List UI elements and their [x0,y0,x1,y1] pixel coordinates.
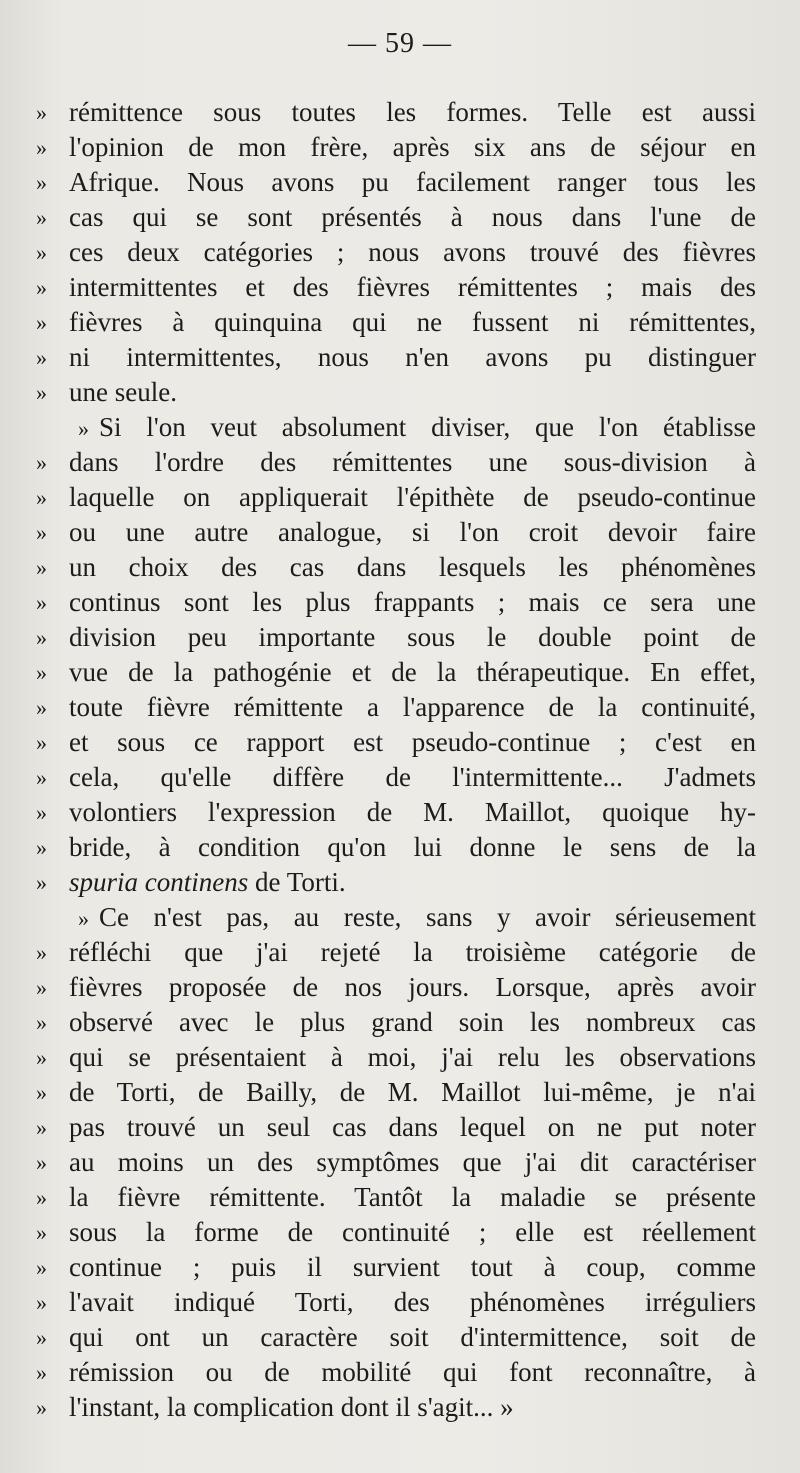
text-line [0,585,800,620]
quote-mark: » [36,520,47,545]
quote-mark: » [36,1080,47,1105]
quote-mark: » [36,380,47,405]
text-line [0,1285,800,1320]
quote-mark: » [36,765,47,790]
line-text: ni intermittentes, nous n'en avons pu distinguer [69,342,756,372]
text-line [0,795,800,830]
quote-mark: » [36,1325,47,1350]
quote-mark: » [36,1010,47,1035]
line-text: rémission ou de mobilité qui font reconnaître, à [69,1357,756,1387]
quote-mark: » [78,906,89,931]
quote-mark: » [36,450,47,475]
text-line [0,1355,800,1390]
line-text: Afrique. Nous avons pu facilement ranger tous les [69,167,756,197]
line-text: l'opinion de mon frère, après six ans de séjour en [69,132,756,162]
quote-mark: » [36,940,47,965]
quote-mark: » [36,800,47,825]
line-text: ces deux catégories ; nous avons trouvé des fièvres [69,237,756,267]
text-line [0,1040,800,1075]
quote-mark: » [36,240,47,265]
quote-mark: » [36,1185,47,1210]
line-text: intermittentes et des fièvres rémittentes ; mais des [69,272,756,302]
page-number: — 59 — [348,28,452,59]
line-text: observé avec le plus grand soin les nombreux cas [69,1007,756,1037]
quote-mark: » [36,1220,47,1245]
line-text: qui ont un caractère soit d'intermittence, soit de [69,1322,756,1352]
quote-mark: » [36,1255,47,1280]
line-text: fièvres à quinquina qui ne fussent ni rémittentes, [69,307,756,337]
quote-mark: » [36,625,47,650]
text-line [0,235,800,270]
line-text: cas qui se sont présentés à nous dans l'une de [69,202,756,232]
text-line [0,1110,800,1145]
line-text: vue de la pathogénie et de la thérapeutique. En effet, [69,657,756,687]
quote-mark: » [36,730,47,755]
text-line [0,515,800,550]
text-line [0,480,800,515]
text-line [0,865,800,900]
text-line [0,1215,800,1250]
text-line [0,935,800,970]
line-text: toute fièvre rémittente a l'apparence de la continuité, [69,692,756,722]
quote-mark: » [36,695,47,720]
quote-mark: » [36,170,47,195]
line-text: réfléchi que j'ai rejeté la troisième catégorie de [69,937,756,967]
line-text: la fièvre rémittente. Tantôt la maladie se présente [69,1182,756,1212]
quote-mark: » [78,416,89,441]
line-text: au moins un des symptômes que j'ai dit caractériser [69,1147,756,1177]
line-text: bride, à condition qu'on lui donne le sens de la [69,832,756,862]
quote-mark: » [36,485,47,510]
line-text: un choix des cas dans lesquels les phénomènes [69,552,756,582]
text-line [0,130,800,165]
quote-mark: » [36,345,47,370]
quote-mark: » [36,1150,47,1175]
text-line [0,1005,800,1040]
text-line [0,1145,800,1180]
quote-mark: » [36,135,47,160]
quote-mark: » [36,100,47,125]
line-text: volontiers l'expression de M. Maillot, quoique hy- [69,797,756,827]
quote-mark: » [36,1045,47,1070]
line-text: continus sont les plus frappants ; mais ce sera une [69,587,756,617]
line-text: et sous ce rapport est pseudo-continue ; c'est en [69,727,756,757]
quote-mark: » [36,1290,47,1315]
line-text: Si l'on veut absolument diviser, que l'on établisse [99,412,756,442]
quote-mark: » [36,1115,47,1140]
quote-mark: » [36,555,47,580]
text-line [0,1250,800,1285]
line-text: pas trouvé un seul cas dans lequel on ne put noter [69,1112,756,1142]
text-line [0,375,800,410]
quote-mark: » [36,975,47,1000]
text-line [0,760,800,795]
text-line [0,620,800,655]
text-line [0,410,800,445]
quote-mark: » [36,1395,47,1420]
quote-mark: » [36,835,47,860]
text-line [0,655,800,690]
line-text: ou une autre analogue, si l'on croit devoir faire [69,517,756,547]
text-line [0,900,800,935]
quote-mark: » [36,660,47,685]
line-text: sous la forme de continuité ; elle est réellement [69,1217,756,1247]
line-text: Ce n'est pas, au reste, sans y avoir sérieusement [99,902,756,932]
line-text: de Torti, de Bailly, de M. Maillot lui-même, je n'ai [69,1077,756,1107]
text-line [0,690,800,725]
text-line [0,95,800,130]
quote-mark: » [36,310,47,335]
line-text: division peu importante sous le double point de [69,622,756,652]
text-line [0,550,800,585]
text-line [0,340,800,375]
text-line [0,830,800,865]
text-line [0,305,800,340]
quote-mark: » [36,590,47,615]
text-line [0,200,800,235]
text-line [0,970,800,1005]
text-line [0,1180,800,1215]
text-line [0,1390,800,1425]
quote-mark: » [36,205,47,230]
line-text: une seule. [69,377,177,407]
line-text: qui se présentaient à moi, j'ai relu les observations [69,1042,756,1072]
line-text: l'avait indiqué Torti, des phénomènes irréguliers [69,1287,756,1317]
text-line [0,1075,800,1110]
line-text: fièvres proposée de nos jours. Lorsque, après avoir [69,972,756,1002]
line-text: dans l'ordre des rémittentes une sous-division à [69,447,756,477]
text-line [0,445,800,480]
text-line [0,270,800,305]
quote-mark: » [36,870,47,895]
line-text: continue ; puis il survient tout à coup, comme [69,1252,756,1282]
text-line [0,1320,800,1355]
quote-mark: » [36,275,47,300]
quote-mark: » [36,1360,47,1385]
line-text: l'instant, la complication dont il s'agit... » [69,1392,514,1422]
line-text: rémittence sous toutes les formes. Telle est aussi [69,97,756,127]
text-line [0,165,800,200]
line-text: laquelle on appliquerait l'épithète de pseudo-continue [69,482,756,512]
line-text: cela, qu'elle diffère de l'intermittente... J'admets [69,762,756,792]
line-text: de Torti. [248,867,346,897]
text-line [0,725,800,760]
italic-term: spuria continens [69,867,249,897]
